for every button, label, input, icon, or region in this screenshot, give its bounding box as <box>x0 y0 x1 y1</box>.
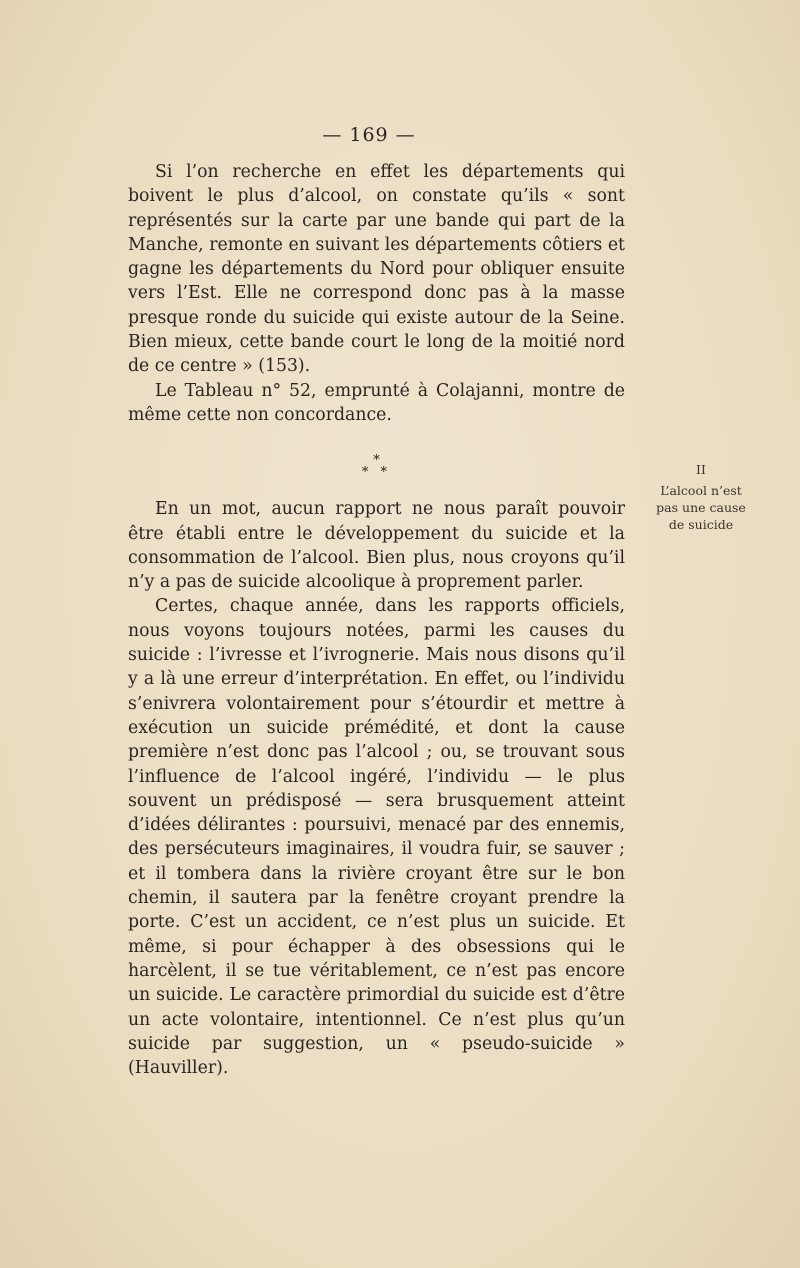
paragraph: En un mot, aucun rapport ne nous paraît pouvoir être établi entre le développement du suicide et la consommation de l’alcool. Bien plus, nous croyons qu’il n’y a pas de suicide alcoolique à proprement parler. <box>128 499 625 593</box>
paragraph: Le Tableau n° 52, emprunté à Colajanni, montre de même cette non concordance. <box>128 380 625 425</box>
asterism-bottom: * * <box>361 465 392 481</box>
section-break-asterism <box>128 455 625 479</box>
margin-note <box>642 461 760 533</box>
margin-note-line: pas une cause <box>656 500 746 515</box>
body-text <box>128 160 625 1080</box>
margin-note-line: L’alcool n’est <box>660 483 742 498</box>
margin-note-numeral: II <box>696 462 706 477</box>
margin-note-line: de suicide <box>668 517 734 532</box>
paragraph: Si l’on recherche en effet les départements qui boivent le plus d’alcool, on constate qu’ils « sont représentés sur la carte par une bande qui part de la Manche, remonte en suivant les départements côtiers et gagne les départements du Nord pour obliquer ensuite vers l’Est. Elle ne correspond donc pas à la masse presque ronde du suicide qui existe autour de la Seine. Bien mieux, cette bande court le long de la moitié nord de ce centre » (153). <box>128 162 625 377</box>
asterism-top: * <box>373 453 380 469</box>
paragraph: Certes, chaque année, dans les rapports officiels, nous voyons toujours notées, parmi les causes du suicide : l’ivresse et l’ivrognerie. Mais nous disons qu’il y a là une erreur d’interprétation. En effet, ou l’individu s’enivrera volontairement pour s’étourdir et mettre à exécution un suicide prémédité, et dont la cause première n’est donc pas l’alcool ; ou, se trouvant sous l’influence de l’alcool ingéré, l’individu — le plus souvent un prédisposé — sera brusquement atteint d’idées délirantes : poursuivi, menacé par des ennemis, des persécuteurs imaginaires, il voudra fuir, se sauver ; et il tombera dans la rivière croyant être sur le bon chemin, il sautera par la fenêtre croyant prendre la porte. C’est un accident, ce n’est plus un suicide. Et même, si pour échapper à des obsessions qui le harcèlent, il se tue véritablement, ce n’est pas encore un suicide. Le caractère primordial du suicide est d’être un acte volontaire, intentionnel. Ce n’est plus qu’un suicide par suggestion, un « pseudo-suicide » (Hauviller). <box>128 596 625 1079</box>
page-number: — 169 — <box>322 124 416 146</box>
